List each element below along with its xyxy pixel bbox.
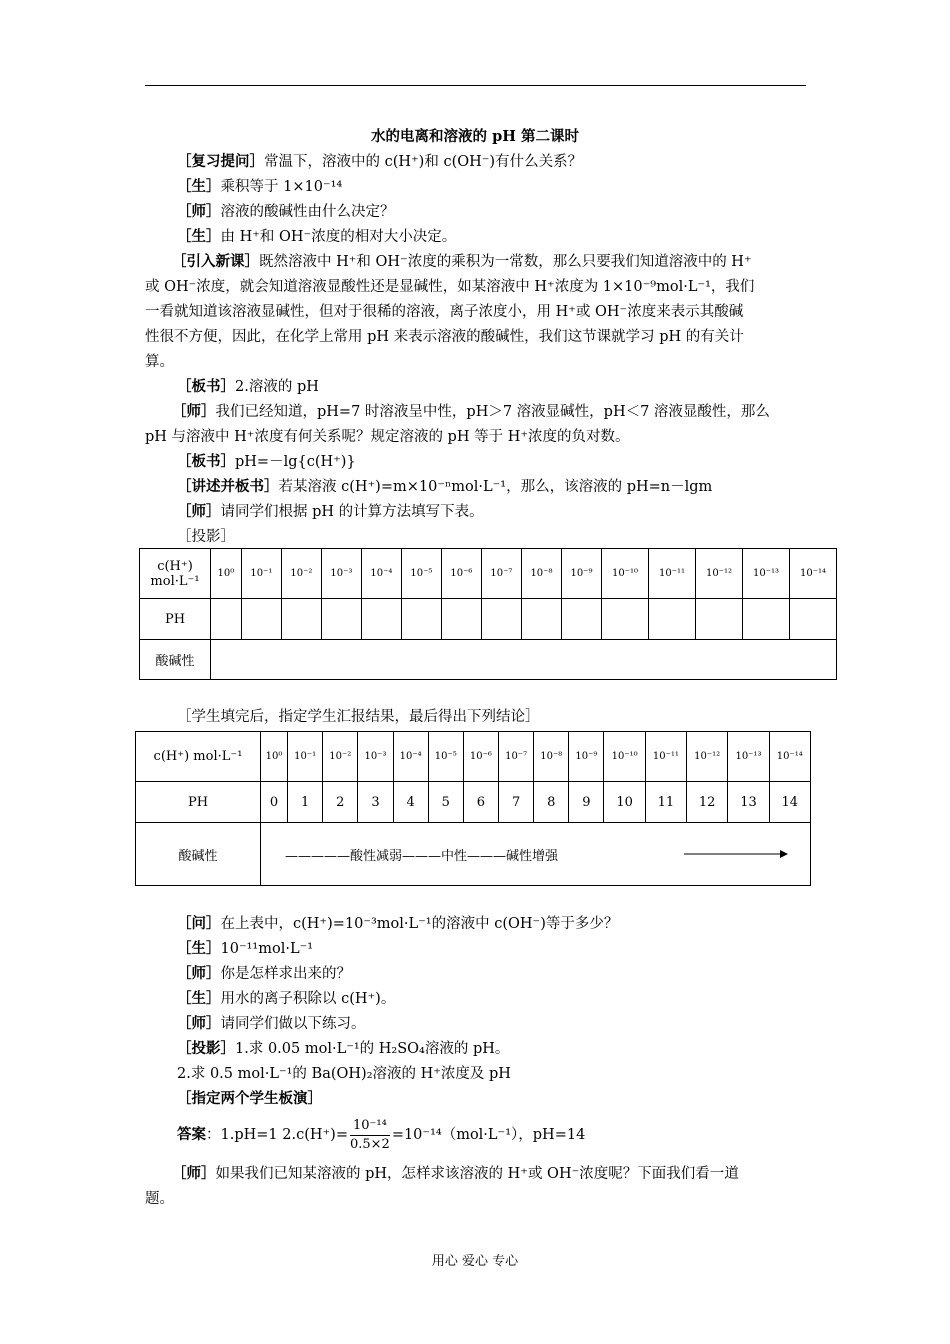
table2-ph-value: 8 (534, 782, 569, 823)
table1-power: 10⁻¹ (241, 549, 281, 599)
answer-fraction: $\frac{\text{10⁻¹⁴}}{0.5\times 2}$ (349, 1117, 390, 1152)
board-note-1: ［板书］2.溶液的 pH (177, 378, 319, 395)
teacher-instruction-2: ［师］请同学们做以下练习。 (177, 1015, 366, 1032)
table2-ph-value: 5 (428, 782, 463, 823)
table1-header: c(H⁺) mol·L⁻¹ (140, 549, 211, 599)
table2-acidity-label: 酸碱性 (136, 823, 261, 886)
table2-power: 10⁻⁸ (534, 732, 569, 782)
student-answer-1: ［生］乘积等于 1×10⁻¹⁴ (177, 178, 343, 195)
table2-power: 10⁻⁴ (393, 732, 428, 782)
blank-ph-table (139, 548, 837, 680)
table2-power: 10⁻¹⁴ (769, 732, 810, 782)
intro-line-2: 或 OH⁻浓度，就会知道溶液显酸性还是显碱性，如某溶液中 H⁺浓度为 1×10⁻⁹mol·L⁻¹，我们 (145, 279, 755, 295)
table2-power: 10⁻³ (358, 732, 393, 782)
table2-ph-value: 0 (261, 782, 288, 823)
table2-ph-value: 14 (769, 782, 810, 823)
table2-ph-value: 11 (645, 782, 686, 823)
table2-power: 10⁻¹¹ (645, 732, 686, 782)
acidity-trend-text: —————酸性减弱———中性———碱性增强 (285, 848, 559, 864)
table1-power: 10⁻⁸ (521, 549, 561, 599)
table2-ph-value: 13 (728, 782, 769, 823)
board-note-2: ［板书］pH=－lg{c(H⁺)} (177, 453, 356, 470)
table1-power: 10⁻¹¹ (648, 549, 695, 599)
intro-line-4: 性很不方便，因此，在化学上常用 pH 来表示溶液的酸碱性，我们这节课就学习 pH 的有关计 (145, 329, 744, 345)
review-question: ［复习提问］常温下，溶液中的 c(H⁺)和 c(OH⁻)有什么关系？ (177, 153, 583, 170)
board-note-3: ［讲述并板书］若某溶液 c(H⁺)=m×10⁻ⁿmol·L⁻¹，那么，该溶液的 pH=n－lgm (177, 478, 713, 495)
student-answer-4: ［生］用水的离子积除以 c(H⁺)。 (177, 990, 396, 1007)
page-title: 水的电离和溶液的 pH 第二课时 (371, 128, 579, 145)
acidity-trend-cell (261, 823, 811, 886)
teacher-question-2: ［师］你是怎样求出来的？ (177, 965, 351, 982)
student-answer-3: ［生］10⁻¹¹mol·L⁻¹ (177, 940, 314, 957)
table1-power: 10⁻¹³ (742, 549, 789, 599)
table2-header: c(H⁺) mol·L⁻¹ (136, 732, 261, 782)
result-ph-table (135, 731, 811, 886)
table2-power: 10⁻⁷ (499, 732, 534, 782)
teacher-instruction: ［师］请同学们根据 pH 的计算方法填写下表。 (177, 503, 484, 520)
table2-power: 10⁻⁵ (428, 732, 463, 782)
table1-power: 10⁻⁶ (441, 549, 481, 599)
table2-ph-value: 4 (393, 782, 428, 823)
header-rule (145, 85, 806, 86)
table2-ph-value: 1 (288, 782, 323, 823)
table1-power: 10⁻² (281, 549, 321, 599)
table2-ph-value: 3 (358, 782, 393, 823)
table2-power: 10⁻¹ (288, 732, 323, 782)
table2-ph-value: 10 (604, 782, 645, 823)
table1-power: 10⁻¹⁴ (789, 549, 836, 599)
table2-power: 10⁻¹⁰ (604, 732, 645, 782)
table2-ph-value: 9 (569, 782, 604, 823)
question-oh: ［问］在上表中，c(H⁺)=10⁻³mol·L⁻¹的溶液中 c(OH⁻)等于多少？ (177, 915, 619, 932)
conclusion-intro: ［学生填完后，指定学生汇报结果，最后得出下列结论］ (177, 709, 540, 725)
board-demo-note: ［指定两个学生板演］ (177, 1090, 322, 1107)
table1-acidity-label: 酸碱性 (140, 640, 211, 680)
table1-power: 10⁻⁹ (561, 549, 601, 599)
exercise-1: ［投影］1.求 0.05 mol·L⁻¹的 H₂SO₄溶液的 pH。 (177, 1040, 510, 1057)
page-footer: 用心 爱心 专心 (431, 1254, 519, 1269)
table2-power: 10⁻⁶ (463, 732, 498, 782)
intro-line-1: ［引入新课］既然溶液中 H⁺和 OH⁻浓度的乘积为一常数，那么只要我们知道溶液中的 H⁺ (172, 253, 752, 270)
student-answer-2: ［生］由 H⁺和 OH⁻浓度的相对大小决定。 (177, 228, 457, 245)
table2-power: 10⁻⁹ (569, 732, 604, 782)
table2-ph-value: 12 (687, 782, 728, 823)
table2-power: 10⁰ (261, 732, 288, 782)
table2-ph-value: 6 (463, 782, 498, 823)
table1-power: 10⁰ (211, 549, 242, 599)
table1-power: 10⁻¹⁰ (601, 549, 648, 599)
projection-label: ［投影］ (177, 529, 235, 545)
teacher-explain-line-2: pH 与溶液中 H⁺浓度有何关系呢？规定溶液的 pH 等于 H⁺浓度的负对数。 (145, 429, 630, 445)
table2-power: 10⁻¹² (687, 732, 728, 782)
answer-line: 答案：1.pH=1 2.c(H⁺)= $\frac{\text{10⁻¹⁴}}{0.5\times 2}$ =10⁻¹⁴（mol·L⁻¹），pH=14 (177, 1117, 586, 1152)
table2-ph-value: 2 (323, 782, 358, 823)
table1-power: 10⁻⁵ (401, 549, 441, 599)
table1-power: 10⁻⁷ (481, 549, 521, 599)
trend-arrow-icon (684, 849, 788, 859)
table1-power: 10⁻¹² (695, 549, 742, 599)
intro-line-5: 算。 (145, 354, 174, 370)
table2-power: 10⁻² (323, 732, 358, 782)
intro-line-3: 一看就知道该溶液显碱性，但对于很稀的溶液，离子浓度小，用 H⁺或 OH⁻浓度来表示其酸碱 (145, 304, 744, 320)
closing-line-2: 题。 (145, 1191, 174, 1207)
table2-ph-value: 7 (499, 782, 534, 823)
table1-power: 10⁻⁴ (361, 549, 401, 599)
teacher-explain-line-1: ［师］我们已经知道，pH=7 时溶液呈中性，pH＞7 溶液显碱性，pH＜7 溶液显酸性，那么 (172, 403, 770, 420)
exercise-2: 2.求 0.5 mol·L⁻¹的 Ba(OH)₂溶液的 H⁺浓度及 pH (177, 1066, 511, 1082)
table1-power: 10⁻³ (321, 549, 361, 599)
table1-ph-label: PH (140, 599, 211, 640)
table2-power: 10⁻¹³ (728, 732, 769, 782)
table2-ph-label: PH (136, 782, 261, 823)
closing-line-1: ［师］如果我们已知某溶液的 pH，怎样求该溶液的 H⁺或 OH⁻浓度呢？下面我们看一道 (172, 1165, 739, 1182)
teacher-question-1: ［师］溶液的酸碱性由什么决定？ (177, 203, 395, 220)
